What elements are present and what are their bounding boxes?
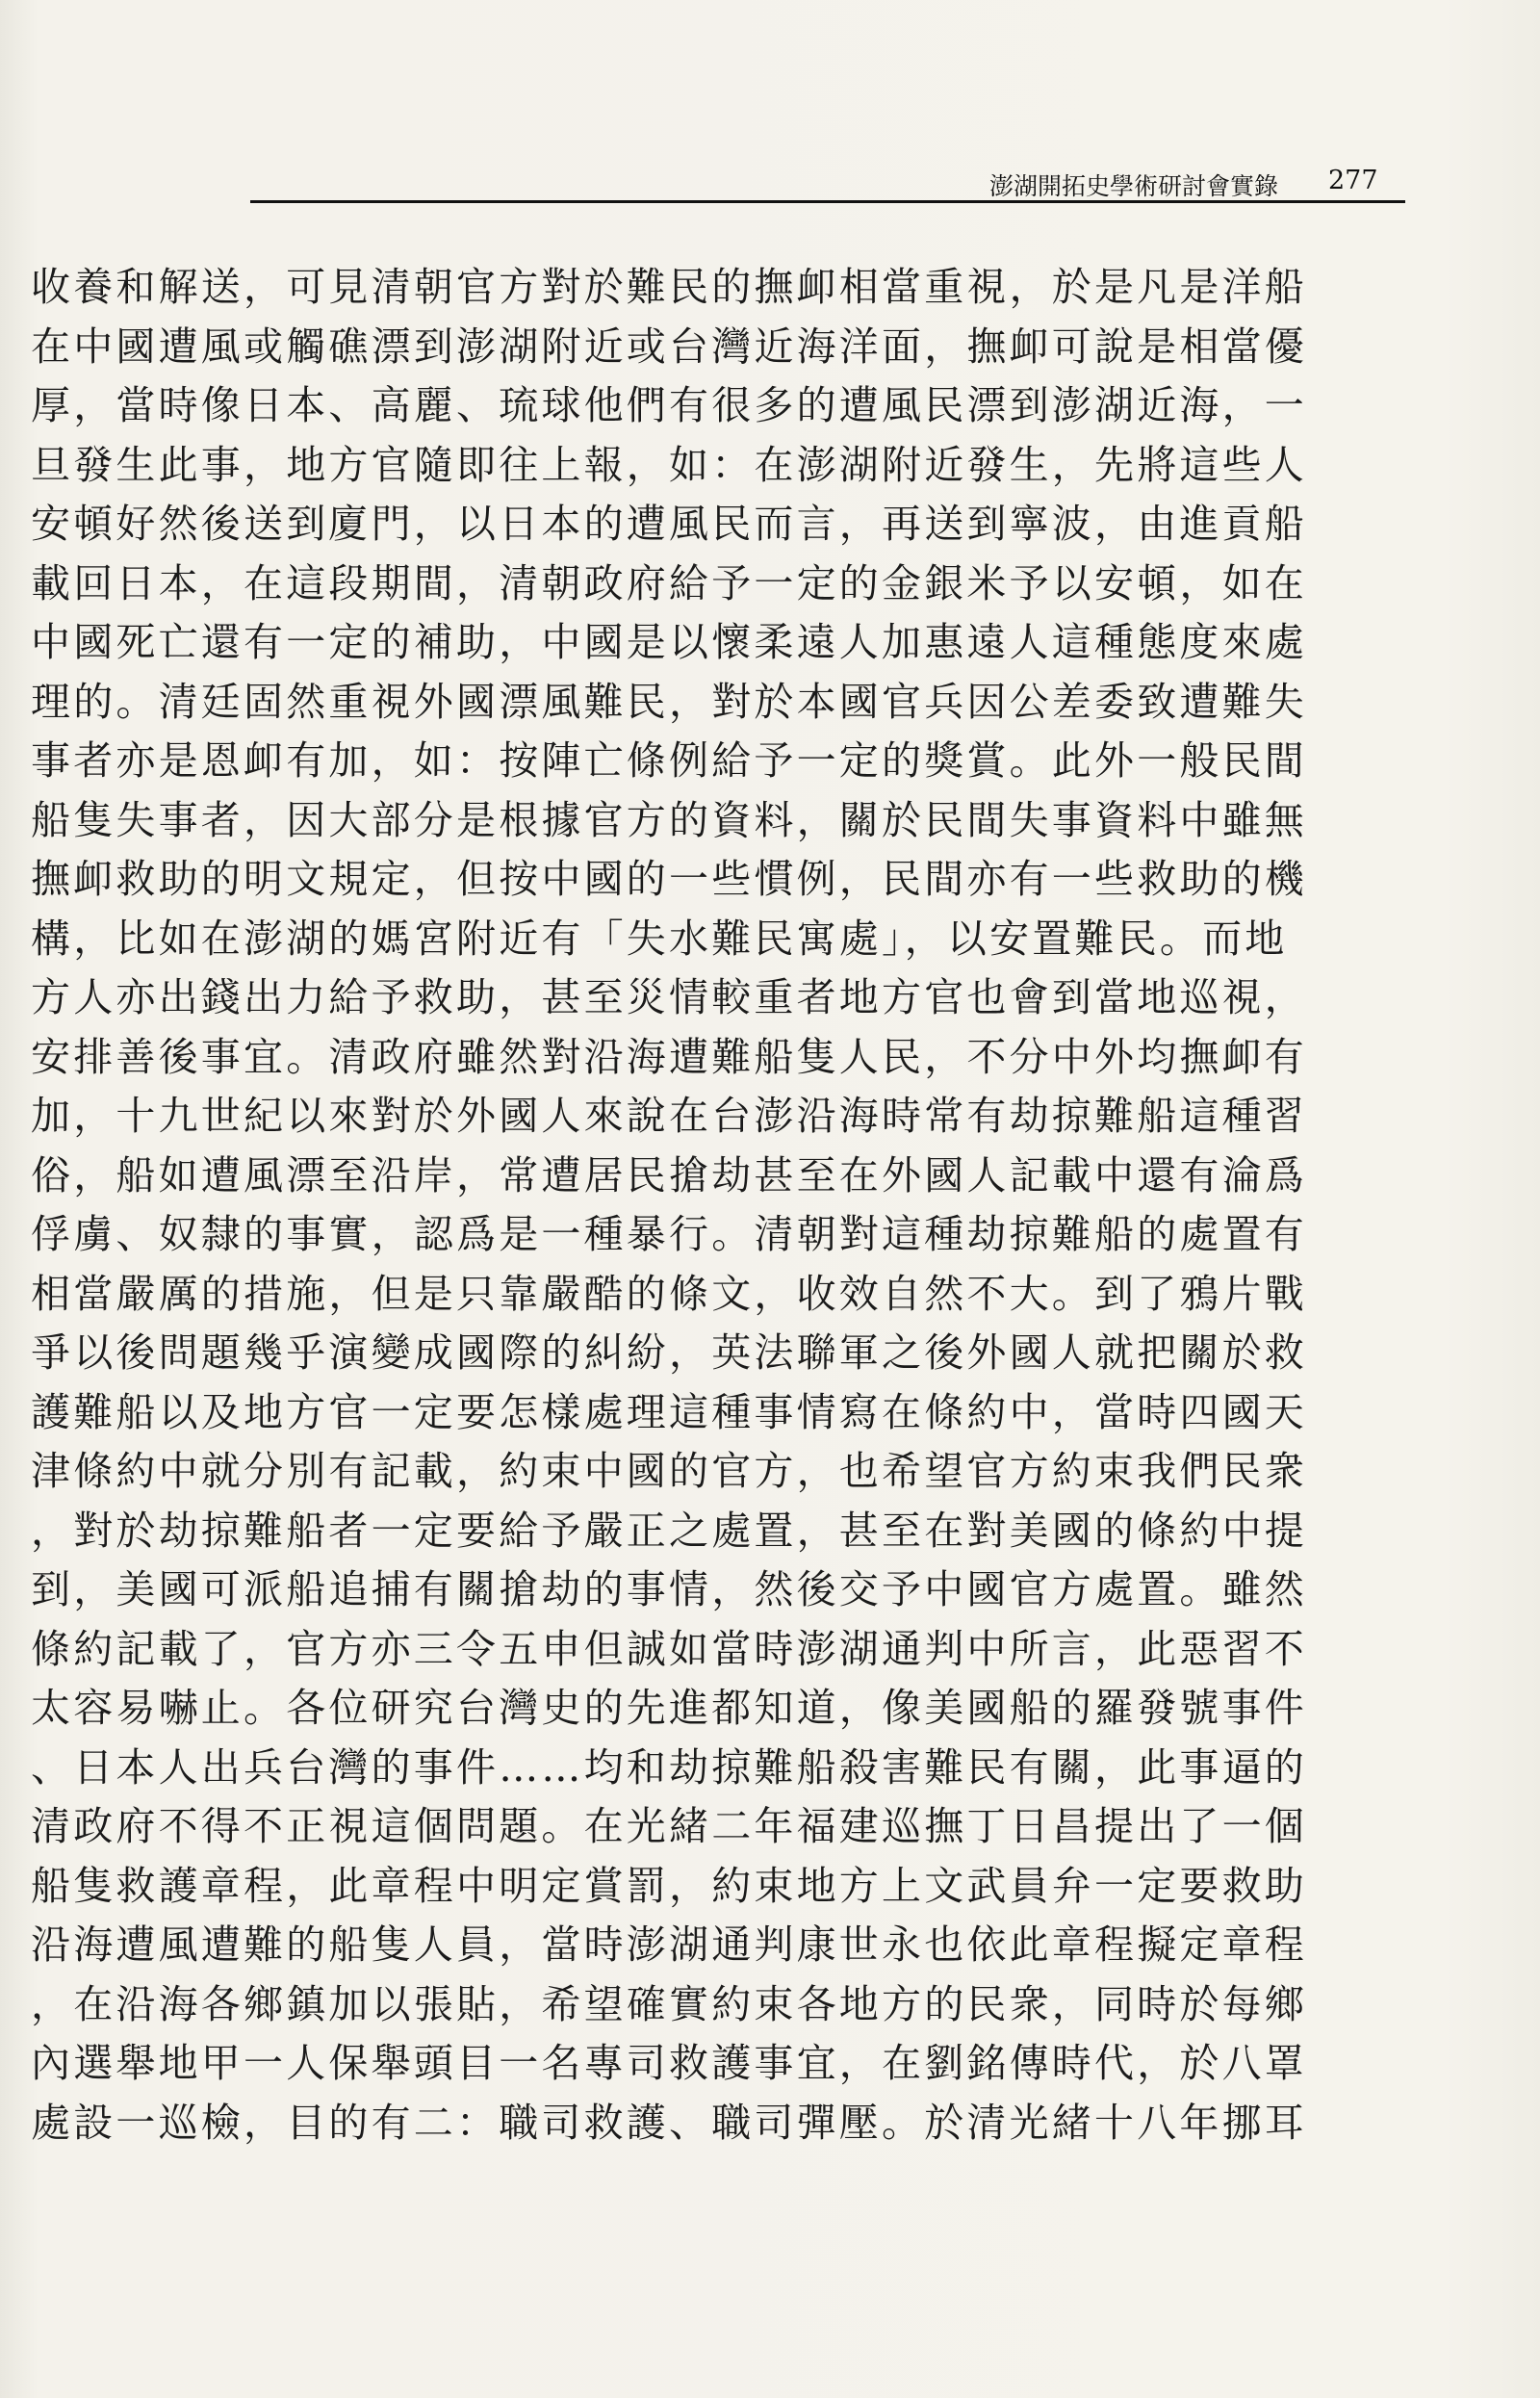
- text-line: 相當嚴厲的措施，但是只靠嚴酷的條文，收效自然不大。到了鴉片戰: [31, 1270, 1307, 1317]
- text-line: 厚，當時像日本、高麗、琉球他們有很多的遭風民漂到澎湖近海，一: [31, 382, 1307, 428]
- text-line: 、日本人出兵台灣的事件……均和劫掠難船殺害難民有關，此事逼的: [31, 1743, 1307, 1791]
- text-line: 太容易嚇止。各位研究台灣史的先進都知道，像美國船的羅發號事件: [31, 1685, 1307, 1731]
- text-line: 俘虜、奴隸的事實，認爲是一種暴行。清朝對這種劫掠難船的處置有: [31, 1211, 1307, 1257]
- text-line: 內選舉地甲一人保舉頭目一名專司救護事宜，在劉銘傳時代，於八罩: [31, 2040, 1307, 2086]
- text-line: 撫卹救助的明文規定，但按中國的一些慣例，民間亦有一些救助的機: [31, 856, 1307, 902]
- text-line: 方人亦出錢出力給予救助，甚至災情較重者地方官也會到當地巡視，: [31, 974, 1307, 1020]
- text-line: 收養和解送，可見清朝官方對於難民的撫卹相當重視，於是凡是洋船: [31, 264, 1307, 310]
- text-line: 船隻失事者，因大部分是根據官方的資料，關於民間失事資料中雖無: [31, 796, 1307, 843]
- body-text: [31, 258, 1398, 2153]
- text-line: 津條約中就分別有記載，約束中國的官方，也希望官方約束我們民衆: [31, 1448, 1307, 1494]
- page-number: 277: [1328, 166, 1378, 195]
- text-line: 護難船以及地方官一定要怎樣處理這種事情寫在條約中，當時四國天: [31, 1388, 1307, 1435]
- text-line: 清政府不得不正視這個問題。在光緒二年福建巡撫丁日昌提出了一個: [31, 1803, 1307, 1849]
- text-line: 安排善後事宜。清政府雖然對沿海遭難船隻人民，不分中外均撫卹有: [31, 1033, 1307, 1080]
- text-line: 事者亦是恩卹有加，如：按陣亡條例給予一定的獎賞。此外一般民間: [31, 737, 1307, 784]
- text-line: 載回日本，在這段期間，清朝政府給予一定的金銀米予以安頓，如在: [31, 559, 1307, 606]
- text-line: 加，十九世紀以來對於外國人來說在台澎沿海時常有劫掠難船這種習: [31, 1093, 1307, 1139]
- header-rule: [250, 200, 1405, 203]
- text-line: 條約記載了，官方亦三令五申但誠如當時澎湖通判中所言，此惡習不: [31, 1625, 1307, 1672]
- text-line: 俗，船如遭風漂至沿岸，常遭居民搶劫甚至在外國人記載中還有淪爲: [31, 1151, 1307, 1199]
- text-line: 船隻救護章程，此章程中明定賞罰，約束地方上文武員弁一定要救助: [31, 1862, 1307, 1909]
- text-line: ，在沿海各鄉鎮加以張貼，希望確實約束各地方的民衆，同時於每鄉: [31, 1980, 1307, 2027]
- text-line: 旦發生此事，地方官隨即往上報，如：在澎湖附近發生，先將這些人: [31, 441, 1307, 488]
- running-header: [924, 164, 1405, 202]
- header-title: 澎湖開拓史學術研討會實錄: [989, 172, 1279, 200]
- text-line: 安頓好然後送到廈門，以日本的遭風民而言，再送到寧波，由進貢船: [31, 501, 1307, 547]
- text-line: 在中國遭風或觸礁漂到澎湖附近或台灣近海洋面，撫卹可說是相當優: [31, 322, 1307, 370]
- text-line: 構，比如在澎湖的媽宮附近有「失水難民寓處」，以安置難民。而地: [31, 915, 1288, 962]
- text-line: 理的。清廷固然重視外國漂風難民，對於本國官兵因公差委致遭難失: [31, 678, 1307, 725]
- text-line: 中國死亡還有一定的補助，中國是以懷柔遠人加惠遠人這種態度來處: [31, 619, 1307, 665]
- text-line: ，對於劫掠難船者一定要給予嚴正之處置，甚至在對美國的條約中提: [31, 1507, 1307, 1554]
- text-line: 沿海遭風遭難的船隻人員，當時澎湖通判康世永也依此章程擬定章程: [31, 1921, 1307, 1968]
- text-line: 爭以後問題幾乎演變成國際的糾紛，英法聯軍之後外國人就把關於救: [31, 1329, 1307, 1376]
- text-line: 到，美國可派船追捕有關搶劫的事情，然後交予中國官方處置。雖然: [31, 1566, 1307, 1612]
- text-line: 處設一巡檢，目的有二：職司救護、職司彈壓。於清光緒十八年挪耳: [31, 2099, 1307, 2146]
